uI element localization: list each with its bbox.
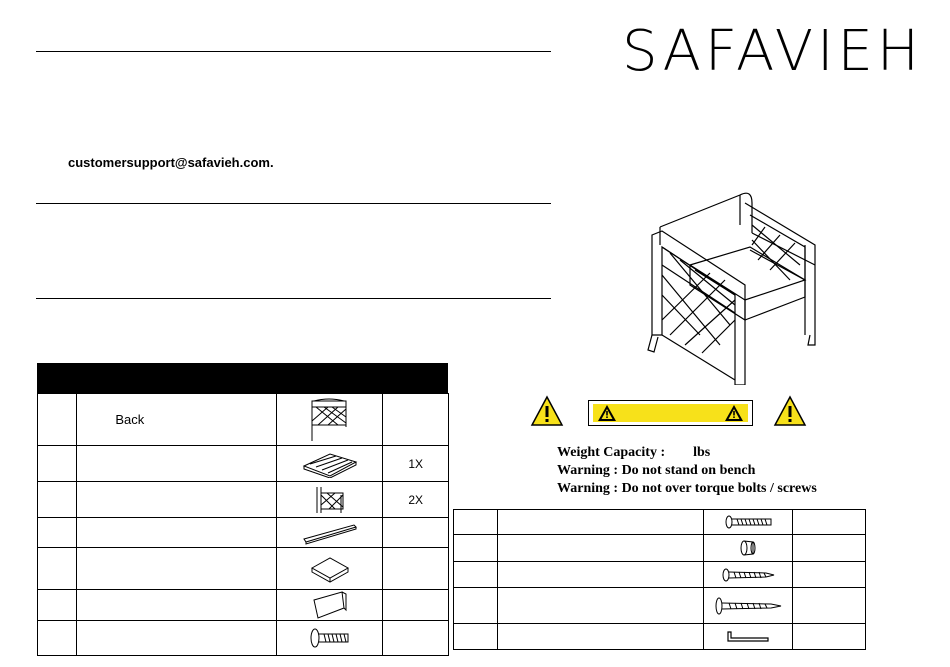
part-qty <box>383 548 449 590</box>
hardware-name <box>498 588 704 624</box>
warning-banner-icon-right <box>724 404 744 422</box>
part-qty <box>383 518 449 548</box>
seat-slats-icon <box>300 450 360 478</box>
table-row <box>38 518 449 548</box>
part-qty <box>383 621 449 656</box>
part-name <box>77 548 277 590</box>
part-qty <box>383 590 449 621</box>
table-row <box>454 562 866 588</box>
armchair-illustration <box>640 185 830 385</box>
table-row <box>38 548 449 590</box>
table-row <box>454 535 866 562</box>
allen-key-icon <box>726 630 770 644</box>
table-row <box>454 588 866 624</box>
wood-screw-icon <box>720 567 776 583</box>
warning-stand-text: Warning : Do not stand on bench <box>557 463 756 478</box>
part-qty: 2X <box>383 482 449 518</box>
part-name <box>77 482 277 518</box>
hardware-name <box>498 510 704 535</box>
hardware-qty <box>793 624 866 650</box>
table-row <box>38 394 449 446</box>
table-row <box>38 446 449 482</box>
parts-table <box>37 393 449 656</box>
cushion-icon <box>308 554 352 584</box>
hardware-qty <box>793 562 866 588</box>
divider-middle <box>36 203 551 204</box>
table-row <box>38 590 449 621</box>
part-name <box>77 446 277 482</box>
part-qty: 1X <box>383 446 449 482</box>
part-name <box>77 621 277 656</box>
brand-logo: SAFAVIEH <box>622 19 924 84</box>
table-row <box>38 621 449 656</box>
support-email-link[interactable]: customersupport@safavieh.com. <box>68 155 274 170</box>
hardware-qty <box>793 535 866 562</box>
long-bolt-icon <box>723 514 773 530</box>
part-name <box>77 518 277 548</box>
warning-triangle-icon-left <box>530 395 564 427</box>
table-row <box>454 624 866 650</box>
part-name <box>77 590 277 621</box>
parts-table-header <box>37 363 448 393</box>
hardware-name <box>498 535 704 562</box>
warning-torque-text: Warning : Do not over torque bolts / screws <box>557 481 817 496</box>
back-panel-icon <box>308 397 352 443</box>
hardware-qty <box>793 588 866 624</box>
warning-triangle-icon-right <box>773 395 807 427</box>
divider-bottom <box>36 298 551 299</box>
table-row <box>38 482 449 518</box>
hardware-name <box>498 562 704 588</box>
hardware-name <box>498 624 704 650</box>
warning-banner <box>588 400 753 426</box>
part-qty <box>383 394 449 446</box>
long-screw-icon <box>713 596 783 616</box>
weight-capacity-text: Weight Capacity : lbs <box>557 445 711 460</box>
side-panel-icon <box>313 485 347 515</box>
barrel-nut-icon <box>737 538 759 558</box>
divider-top <box>36 51 551 52</box>
back-cushion-icon <box>310 590 350 620</box>
table-row <box>454 510 866 535</box>
hardware-table <box>453 509 866 650</box>
rail-icon <box>300 521 360 545</box>
warning-banner-icon-left <box>597 404 617 422</box>
hardware-qty <box>793 510 866 535</box>
part-name: Back <box>77 394 277 446</box>
bolt-icon <box>308 627 352 649</box>
